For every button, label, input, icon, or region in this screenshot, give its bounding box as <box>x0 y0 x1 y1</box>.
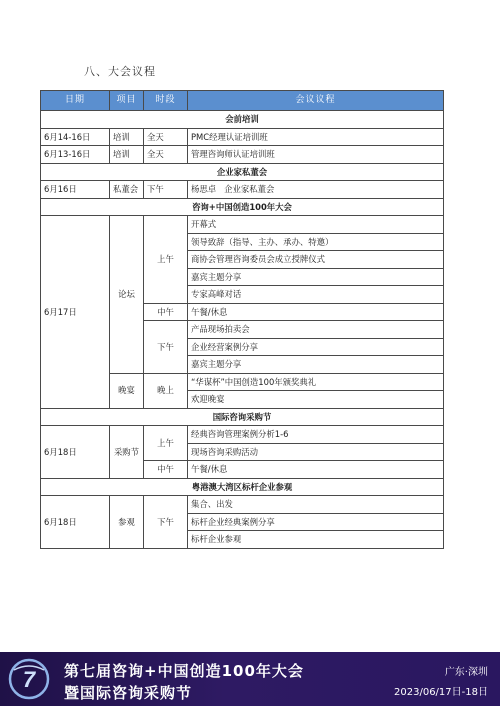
section-title: 八、大会议程 <box>84 65 156 78</box>
cell-agenda: 欢迎晚宴 <box>188 391 444 409</box>
cell-date-visit: 6月18日 <box>41 496 110 549</box>
cell-project: 私董会 <box>110 181 144 199</box>
table-row <box>41 496 444 514</box>
section-gba-visit: 粤港澳大湾区标杆企业参观 <box>41 478 444 496</box>
cell-period: 下午 <box>144 181 188 199</box>
cell-agenda: 产品现场拍卖会 <box>188 321 444 339</box>
cell-period: 全天 <box>144 128 188 146</box>
cell-date: 6月16日 <box>41 181 110 199</box>
cell-date: 6月13-16日 <box>41 146 110 164</box>
cell-agenda: 集合、出发 <box>188 496 444 514</box>
cell-agenda: PMC经理认证培训班 <box>188 128 444 146</box>
logo-number: 7 <box>22 667 36 692</box>
cell-agenda: “华谋杯”中国创造100年颁奖典礼 <box>188 373 444 391</box>
cell-agenda: 开幕式 <box>188 216 444 234</box>
cell-project-forum: 论坛 <box>110 216 144 374</box>
cell-period-noon: 中午 <box>144 461 188 479</box>
section-row <box>41 478 444 496</box>
cell-agenda: 企业经营案例分享 <box>188 338 444 356</box>
cell-agenda: 嘉宾主题分享 <box>188 268 444 286</box>
cell-agenda: 午餐/休息 <box>188 303 444 321</box>
cell-agenda: 标杆企业经典案例分享 <box>188 513 444 531</box>
cell-project: 培训 <box>110 128 144 146</box>
header-project: 项目 <box>110 91 144 111</box>
banner-location: 广东·深圳 <box>444 667 488 678</box>
section-private-board: 企业家私董会 <box>41 163 444 181</box>
cell-project-visit: 参观 <box>110 496 144 549</box>
cell-agenda: 经典咨询管理案例分析1-6 <box>188 426 444 444</box>
section-main-conference: 咨询+中国创造100年大会 <box>41 198 444 216</box>
table-row <box>41 181 444 199</box>
table-row <box>41 128 444 146</box>
cell-period-morning: 上午 <box>144 426 188 461</box>
cell-agenda: 专家高峰对话 <box>188 286 444 304</box>
cell-project: 培训 <box>110 146 144 164</box>
section-row <box>41 111 444 129</box>
header-agenda: 会议议程 <box>188 91 444 111</box>
cell-date-main: 6月17日 <box>41 216 110 409</box>
cell-agenda: 标杆企业参观 <box>188 531 444 549</box>
section-pre-training: 会前培训 <box>41 111 444 129</box>
event-banner <box>0 652 500 706</box>
cell-agenda: 领导致辞（指导、主办、承办、特邀） <box>188 233 444 251</box>
cell-agenda: 午餐/休息 <box>188 461 444 479</box>
cell-agenda: 现场咨询采购活动 <box>188 443 444 461</box>
header-date: 日期 <box>41 91 110 111</box>
cell-agenda: 商协会管理咨询委员会成立授牌仪式 <box>188 251 444 269</box>
banner-title-line1: 第七届咨询+中国创造100年大会 <box>64 662 304 680</box>
table-row <box>41 146 444 164</box>
cell-period-afternoon: 下午 <box>144 496 188 549</box>
banner-date: 2023/06/17日-18日 <box>394 687 488 698</box>
table-row <box>41 426 444 444</box>
cell-date-procurement: 6月18日 <box>41 426 110 479</box>
cell-agenda: 嘉宾主题分享 <box>188 356 444 374</box>
header-period: 时段 <box>144 91 188 111</box>
banner-title-line2: 暨国际咨询采购节 <box>64 684 193 702</box>
table-header-row <box>41 91 444 111</box>
cell-project-procurement: 采购节 <box>110 426 144 479</box>
section-row <box>41 408 444 426</box>
agenda-table <box>40 90 444 549</box>
cell-agenda: 杨思卓 企业家私董会 <box>188 181 444 199</box>
conference-logo-icon <box>6 658 52 700</box>
cell-period-afternoon: 下午 <box>144 321 188 374</box>
cell-agenda: 管理咨询师认证培训班 <box>188 146 444 164</box>
section-row <box>41 198 444 216</box>
cell-period-evening: 晚上 <box>144 373 188 408</box>
cell-period: 全天 <box>144 146 188 164</box>
table-row <box>41 216 444 234</box>
cell-project-banquet: 晚宴 <box>110 373 144 408</box>
cell-period-noon: 中午 <box>144 303 188 321</box>
cell-date: 6月14-16日 <box>41 128 110 146</box>
section-row <box>41 163 444 181</box>
cell-period-morning: 上午 <box>144 216 188 304</box>
section-procurement: 国际咨询采购节 <box>41 408 444 426</box>
